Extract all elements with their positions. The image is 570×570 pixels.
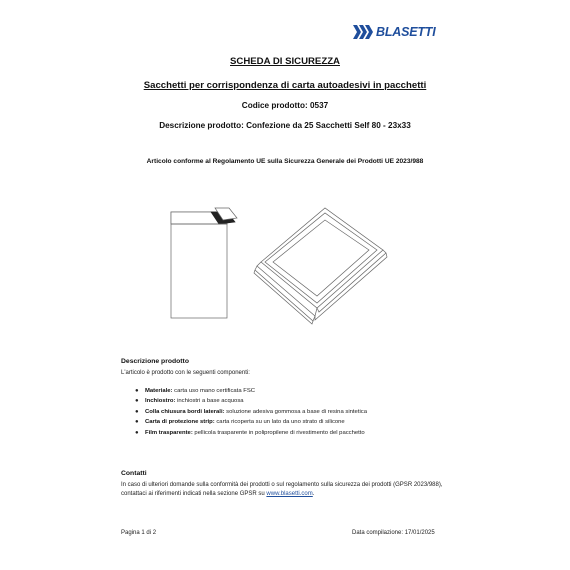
envelope-pack-drawing xyxy=(254,208,387,324)
logo-text: BLASETTI xyxy=(376,25,436,39)
component-text: soluzione adesiva gommosa a base di resina sintetica xyxy=(224,408,367,415)
envelope-illustration xyxy=(165,200,390,325)
component-text: pellicola trasparente in polipropilene di rivestimento del pacchetto xyxy=(192,429,365,436)
list-item xyxy=(135,407,367,417)
product-description: Descrizione prodotto: Confezione da 25 Sacchetti Self 80 - 23x33 xyxy=(159,121,411,130)
blasetti-logo-icon xyxy=(353,25,375,39)
component-text: inchiostri a base acquosa xyxy=(175,398,244,405)
contacts-text-after: . xyxy=(312,491,315,497)
component-label: Film trasparente: xyxy=(145,429,193,436)
contacts-text xyxy=(121,481,451,499)
brand-logo xyxy=(353,22,453,42)
page-number: Pagina 1 di 2 xyxy=(121,530,157,536)
document-title: SCHEDA DI SICUREZZA xyxy=(230,56,340,67)
components-list xyxy=(135,386,367,438)
bullet-icon: ● xyxy=(135,388,139,394)
contacts-text-before: In caso di ulteriori domande sulla conformità dei prodotti o sul regolamento sulla sicurezza dei prodotti (GPSR 2023/988), contattaci ai riferimenti indicati nella sezione GPSR su xyxy=(121,482,443,497)
bullet-icon: ● xyxy=(135,408,139,415)
list-item xyxy=(135,396,367,406)
bullet-icon: ● xyxy=(135,429,139,436)
description-title: Descrizione prodotto xyxy=(121,358,189,365)
list-item xyxy=(135,417,367,427)
component-label: Inchiostro: xyxy=(145,398,176,405)
component-label: Carta di protezione strip: xyxy=(145,419,215,426)
bullet-icon: ● xyxy=(135,398,139,405)
compilation-date: Data compilazione: 17/01/2025 xyxy=(352,530,435,536)
list-item xyxy=(135,386,367,396)
component-label: Colla chiusura bordi laterali: xyxy=(145,408,225,415)
component-label: Materiale: xyxy=(145,388,173,394)
compliance-statement: Articolo conforme al Regolamento UE sulla Sicurezza Generale dei Prodotti UE 2023/988 xyxy=(146,158,424,165)
bullet-icon: ● xyxy=(135,419,139,426)
component-text: carta ricoperta su un lato da uno strato di silicone xyxy=(214,419,345,426)
description-intro: L'articolo è prodotto con le seguenti componenti: xyxy=(121,370,250,376)
product-code: Codice prodotto: 0537 xyxy=(241,101,329,110)
single-envelope-drawing xyxy=(171,208,237,318)
document-subtitle: Sacchetti per corrispondenza di carta autoadesivi in pacchetti xyxy=(143,80,427,91)
list-item xyxy=(135,428,367,438)
website-link[interactable]: www.blasetti.com xyxy=(266,491,313,497)
contacts-title: Contatti xyxy=(121,470,147,477)
component-text: carta uso mano certificata FSC xyxy=(172,388,256,394)
